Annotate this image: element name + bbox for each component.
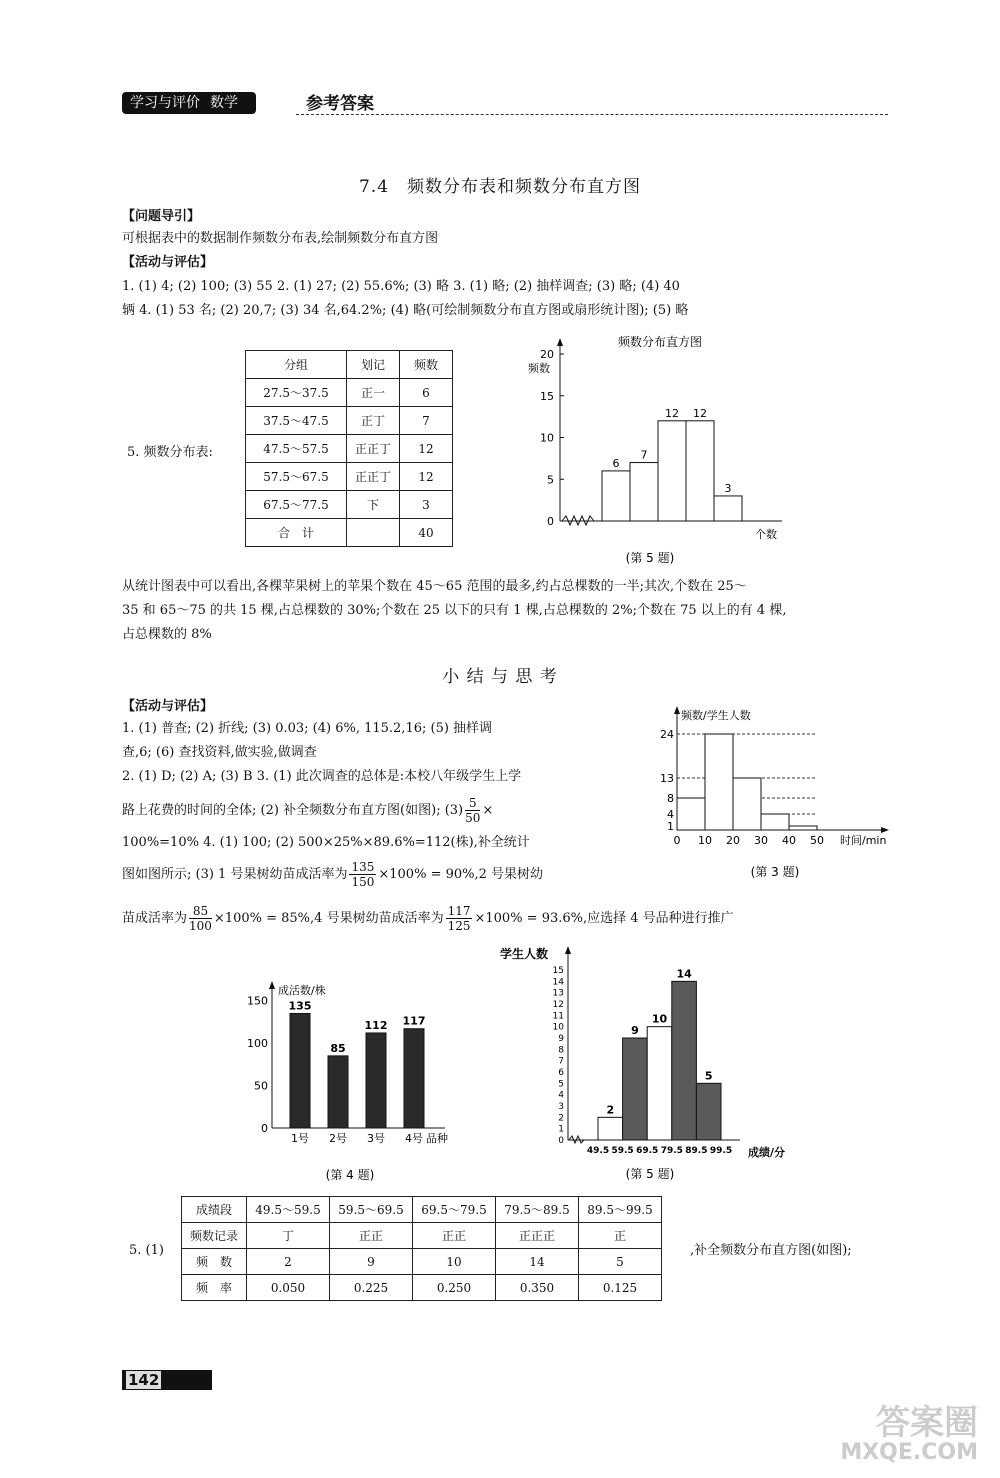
table-cell: 6: [400, 379, 453, 407]
watermark-bottom: MXQE.COM: [840, 1440, 978, 1465]
table-cell: 0.050: [247, 1275, 330, 1301]
q5-answer-tail: ,补全频数分布直方图(如图);: [690, 1243, 852, 1258]
table-cell: 0.350: [496, 1275, 579, 1301]
y-tick-label: 7: [558, 1056, 564, 1067]
header-divider: [296, 114, 888, 115]
data-label: 5: [704, 1069, 713, 1083]
table-cell: 正: [579, 1223, 662, 1249]
summary-line-6: [122, 860, 543, 889]
y-tick-label: 5: [547, 473, 554, 487]
q5-answer-label: 5. (1): [129, 1243, 164, 1258]
y-tick-label: 10: [540, 431, 554, 445]
watermark-top: 答案圈: [876, 1403, 978, 1443]
table-cell: 37.5～47.5: [246, 407, 347, 435]
x-tick-label: 69.5: [636, 1146, 659, 1156]
table-cell: 合 计: [246, 519, 347, 547]
bar: [404, 1029, 424, 1128]
table-cell: 丁: [247, 1223, 330, 1249]
y-tick-label: 11: [552, 1011, 564, 1022]
frac-num: 117: [447, 904, 471, 918]
table-cell: 14: [496, 1249, 579, 1275]
summary-line-2: 查,6; (6) 查找资料,做实验,做调查: [122, 745, 317, 760]
histogram-bar: [686, 421, 714, 521]
table-cell: 3: [400, 491, 453, 519]
histogram-bar: [598, 1117, 623, 1140]
histogram-bar: [602, 471, 630, 521]
table-row-header: 频 率: [182, 1275, 247, 1301]
table-row: [246, 435, 453, 463]
fraction-117-125: [446, 904, 473, 933]
table-cell: 正一: [347, 379, 400, 407]
y-tick-label: 14: [552, 977, 564, 988]
y-tick-label: 9: [558, 1034, 564, 1044]
data-label: 9: [631, 1024, 639, 1037]
table-cell: 69.5～79.5: [413, 1197, 496, 1223]
data-label: 10: [651, 1012, 668, 1026]
table-cell: 0.250: [413, 1275, 496, 1301]
y-tick-label: 13: [660, 772, 674, 785]
histogram-bar: [677, 798, 705, 830]
histogram-bar: [733, 778, 761, 830]
data-label: 7: [640, 448, 648, 462]
x-tick-label: 30: [754, 834, 768, 847]
fraction-135-150: [349, 860, 376, 889]
summary-line-3: 2. (1) D; (2) A; (3) B 3. (1) 此次调查的总体是:本校八年级学生上学: [122, 769, 522, 784]
table-row: [182, 1197, 662, 1223]
chart-q5-histogram: [510, 330, 810, 570]
table-cell: 57.5～67.5: [246, 463, 347, 491]
chart-title: 频数分布直方图: [617, 335, 703, 349]
y-tick-label: 15: [540, 389, 554, 403]
histogram-bar: [630, 463, 658, 521]
table-header-row: [246, 351, 453, 379]
x-axis-label: 成绩/分: [748, 1146, 786, 1159]
x-axis-label: 品种: [426, 1132, 448, 1145]
data-label: 117: [402, 1014, 426, 1028]
table-cell: 47.5～57.5: [246, 435, 347, 463]
table-header: 分组: [246, 351, 347, 379]
frac-den: 125: [447, 919, 471, 933]
heading-activity-2: 【活动与评估】: [122, 699, 214, 714]
table-row-header: 成绩段: [182, 1197, 247, 1223]
x-tick-label: 10: [698, 834, 712, 847]
summary-line-4-times: ×: [482, 802, 494, 818]
conclusion-line-3: 占总棵数的 8%: [122, 627, 212, 642]
x-tick-label: 2号: [329, 1132, 347, 1145]
x-tick-label: 0: [673, 834, 681, 847]
section-title-summary: 小 结 与 思 考: [442, 667, 558, 687]
y-tick-label: 12: [552, 1000, 564, 1010]
histogram-bar: [696, 1083, 721, 1140]
x-axis-label: 时间/min: [840, 834, 887, 847]
y-tick-label: 13: [552, 988, 564, 999]
y-tick-label: 20: [540, 348, 554, 361]
table-cell: 7: [400, 407, 453, 435]
summary-line-7-mid: ×100% = 85%,4 号果树幼苗成活率为: [213, 910, 444, 926]
data-label: 85: [330, 1041, 346, 1055]
y-tick-label: 100: [247, 1037, 268, 1051]
y-tick-label: 1: [667, 820, 674, 833]
y-tick-label: 0: [558, 1136, 564, 1146]
y-tick-label: 4: [667, 808, 674, 821]
table-cell: 正正: [330, 1223, 413, 1249]
data-label: 135: [288, 999, 312, 1013]
frac-den: 150: [351, 875, 375, 889]
table-cell: 正正丁: [347, 435, 400, 463]
table-header: 划记: [347, 351, 400, 379]
y-axis-label: 频数: [528, 362, 550, 375]
summary-line-4: [122, 796, 493, 825]
y-axis-label: 学生人数: [500, 947, 549, 961]
data-label: 6: [612, 456, 620, 470]
table-cell: 正正正: [496, 1223, 579, 1249]
x-tick-label: 99.5: [709, 1146, 733, 1156]
summary-line-7-rest: ×100% = 93.6%,应选择 4 号品种进行推广: [474, 910, 734, 926]
data-label: 112: [364, 1018, 388, 1032]
x-axis-arrow: [881, 827, 889, 833]
table-cell: 2: [247, 1249, 330, 1275]
header-course: 数学: [210, 95, 238, 111]
score-table: [181, 1196, 662, 1301]
y-tick-label: 2: [558, 1113, 564, 1124]
histogram-bar: [761, 814, 789, 830]
data-label: 12: [665, 406, 679, 420]
table-row: [246, 407, 453, 435]
fraction-85-100: [189, 904, 212, 933]
frac-num: 85: [189, 904, 212, 919]
table-cell: 79.5～89.5: [496, 1197, 579, 1223]
frac-den: 100: [189, 919, 212, 933]
y-axis-arrow: [269, 981, 275, 989]
table-cell: 正丁: [347, 407, 400, 435]
table-cell: 12: [400, 435, 453, 463]
y-axis-label: 成活数/株: [278, 984, 326, 997]
frac-den: 50: [465, 811, 481, 825]
table-cell: 正正丁: [347, 463, 400, 491]
summary-line-7-text: 苗成活率为: [122, 910, 188, 926]
data-label: 3: [724, 481, 732, 495]
histogram-bar: [623, 1038, 648, 1140]
y-tick-label: 15: [552, 966, 564, 976]
q5-label: 5. 频数分布表:: [127, 445, 213, 460]
conclusion-line-1: 从统计图表中可以看出,各棵苹果树上的苹果个数在 45～65 范围的最多,约占总棵数的一半;其次,个数在 25～: [122, 579, 747, 594]
table-row: [182, 1223, 662, 1249]
summary-line-7: [122, 904, 734, 933]
bar: [366, 1033, 386, 1128]
data-label: 2: [606, 1103, 615, 1117]
table-row: [182, 1249, 662, 1275]
y-axis-arrow: [557, 338, 563, 346]
section-title-7-4: 7.4 频数分布表和频数分布直方图: [358, 177, 642, 197]
table-row: [246, 379, 453, 407]
x-tick-label: 1号: [291, 1132, 309, 1145]
table-cell: 5: [579, 1249, 662, 1275]
x-tick-label: 40: [782, 834, 796, 847]
histogram-bar: [672, 981, 697, 1140]
chart-caption: (第 3 题): [750, 865, 800, 879]
y-tick-label: 24: [660, 728, 674, 741]
table-cell: 59.5～69.5: [330, 1197, 413, 1223]
histogram-bar: [714, 496, 742, 521]
table-cell: 40: [400, 519, 453, 547]
x-tick-label: 4号: [405, 1132, 423, 1145]
x-tick-label: 50: [810, 834, 824, 847]
answer-line-1: 1. (1) 4; (2) 100; (3) 55 2. (1) 27; (2) 55.6%; (3) 略 3. (1) 略; (2) 抽样调查; (3) 略; (4) 40: [122, 279, 680, 294]
table-cell: 0.125: [579, 1275, 662, 1301]
histogram-bar: [658, 421, 686, 521]
watermark: [840, 1405, 978, 1465]
chart-caption: (第 5 题): [625, 1167, 675, 1181]
bar: [328, 1056, 348, 1128]
table-cell: 89.5～99.5: [579, 1197, 662, 1223]
y-tick-label: 5: [558, 1079, 564, 1090]
x-axis-label: 个数: [755, 528, 777, 541]
x-tick-label: 3号: [367, 1132, 385, 1145]
table-cell: 下: [347, 491, 400, 519]
summary-line-5: 100%=10% 4. (1) 100; (2) 500×25%×89.6%=112(株),补全统计: [122, 835, 530, 850]
chart-caption: (第 4 题): [325, 1168, 375, 1182]
y-tick-label: 8: [558, 1045, 564, 1056]
summary-line-6-rest: ×100% = 90%,2 号果树幼: [378, 866, 544, 882]
x-tick-label: 49.5: [586, 1146, 610, 1156]
table-cell: 10: [413, 1249, 496, 1275]
table-row-header: 频 数: [182, 1249, 247, 1275]
chart-q3-histogram: [655, 700, 905, 890]
table-row-header: 频数记录: [182, 1223, 247, 1249]
y-tick-label: 1: [558, 1124, 564, 1135]
data-label: 12: [693, 406, 707, 420]
frac-num: 135: [351, 860, 375, 874]
table-cell: 0.225: [330, 1275, 413, 1301]
y-axis-label: 频数/学生人数: [681, 709, 751, 722]
heading-activity: 【活动与评估】: [122, 255, 214, 270]
y-tick-label: 4: [558, 1090, 564, 1101]
x-tick-label: 89.5: [685, 1146, 708, 1156]
data-label: 14: [676, 967, 692, 981]
histogram-bar: [647, 1027, 672, 1140]
y-tick-label: 0: [547, 515, 554, 528]
header-subject: 学习与评价: [130, 95, 200, 111]
table-cell: 正正: [413, 1223, 496, 1249]
table-row: [246, 519, 453, 547]
bar: [290, 1013, 310, 1128]
y-tick-label: 10: [552, 1022, 564, 1033]
table-cell: 49.5～59.5: [247, 1197, 330, 1223]
frequency-table: [245, 350, 453, 547]
table-cell: 12: [400, 463, 453, 491]
chart-caption: (第 5 题): [625, 551, 675, 565]
table-cell: 27.5～37.5: [246, 379, 347, 407]
answer-line-2: 辆 4. (1) 53 名; (2) 20,7; (3) 34 名,64.2%; (4) 略(可绘制频数分布直方图或扇形统计图); (5) 略: [122, 303, 689, 318]
header-section: 参考答案: [306, 94, 374, 114]
y-tick-label: 50: [254, 1079, 268, 1093]
fraction-5-50: [465, 796, 480, 825]
y-tick-label: 3: [558, 1102, 564, 1112]
frac-num: 5: [465, 796, 480, 811]
table-header: 频数: [400, 351, 453, 379]
chart-q5b-histogram: [500, 940, 820, 1185]
chart-q4-bar: [240, 975, 470, 1185]
y-tick-label: 8: [667, 792, 674, 805]
table-cell: 67.5～77.5: [246, 491, 347, 519]
y-tick-label: 150: [247, 994, 268, 1008]
histogram-bar: [705, 734, 733, 830]
heading-guide: 【问题导引】: [122, 209, 201, 224]
header-badge: [122, 92, 256, 114]
table-cell: 9: [330, 1249, 413, 1275]
summary-line-1: 1. (1) 普查; (2) 折线; (3) 0.03; (4) 6%, 115.2,16; (5) 抽样调: [122, 721, 493, 736]
y-tick-label: 6: [558, 1068, 564, 1078]
y-axis-arrow: [674, 706, 680, 714]
guide-text: 可根据表中的数据制作频数分布表,绘制频数分布直方图: [122, 231, 439, 246]
y-tick-label: 0: [261, 1122, 268, 1135]
table-row: [246, 491, 453, 519]
x-tick-label: 20: [726, 834, 740, 847]
conclusion-line-2: 35 和 65～75 的共 15 棵,占总棵数的 30%;个数在 25 以下的只有 1 棵,占总棵数的 2%;个数在 75 以上的有 4 棵,: [122, 603, 787, 618]
histogram-bar: [789, 826, 817, 830]
table-row: [182, 1275, 662, 1301]
summary-line-4-text: 路上花费的时间的全体; (2) 补全频数分布直方图(如图); (3): [122, 802, 464, 818]
x-tick-label: 59.5: [611, 1146, 634, 1156]
table-cell: [347, 519, 400, 547]
summary-line-6-text: 图如图所示; (3) 1 号果树幼苗成活率为: [122, 866, 348, 882]
x-tick-label: 79.5: [660, 1146, 683, 1156]
page-number: 142: [122, 1370, 212, 1390]
table-row: [246, 463, 453, 491]
y-axis-arrow: [565, 946, 571, 954]
